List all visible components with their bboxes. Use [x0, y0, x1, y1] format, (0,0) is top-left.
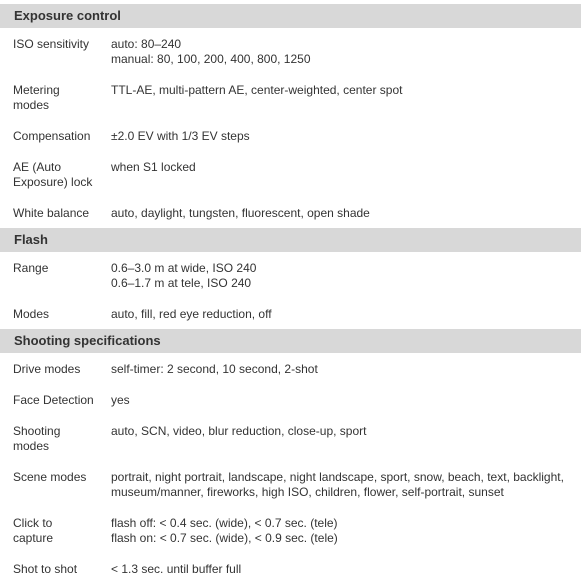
- value-line: < 1.3 sec. until buffer full: [111, 562, 242, 576]
- value-line: portrait, night portrait, landscape, night landscape, sport, snow, beach, text, backlight,: [111, 470, 564, 484]
- spec-label: [13, 83, 103, 113]
- spec-value: [111, 362, 576, 377]
- value-line: flash on: < 0.7 sec. (wide), < 0.9 sec. (tele): [111, 531, 338, 545]
- section-title: Exposure control: [14, 8, 121, 23]
- spec-value: [111, 206, 576, 221]
- value-line: self-timer: 2 second, 10 second, 2-shot: [111, 362, 318, 376]
- value-line: TTL-AE, multi-pattern AE, center-weighted, center spot: [111, 83, 403, 97]
- label-line: modes: [13, 98, 50, 112]
- value-line: 0.6–3.0 m at wide, ISO 240: [111, 261, 257, 275]
- value-line: yes: [111, 393, 130, 407]
- section-title: Flash: [14, 232, 48, 247]
- section-header-flash: [0, 228, 581, 252]
- spec-label: [13, 307, 103, 322]
- label-line: Scene modes: [13, 470, 87, 484]
- value-line: auto, daylight, tungsten, fluorescent, open shade: [111, 206, 370, 220]
- spec-label: [13, 393, 103, 408]
- label-line: Face Detection: [13, 393, 94, 407]
- section-header-exposure-control: [0, 4, 581, 28]
- label-line: Drive modes: [13, 362, 81, 376]
- label-line: ISO sensitivity: [13, 37, 90, 51]
- label-line: Modes: [13, 307, 50, 321]
- label-line: Range: [13, 261, 49, 275]
- value-line: auto: 80–240: [111, 37, 182, 51]
- spec-label: [13, 562, 103, 577]
- spec-value: [111, 393, 576, 408]
- spec-label: [13, 37, 103, 52]
- label-line: capture: [13, 531, 54, 545]
- section-header-shooting-specifications: [0, 329, 581, 353]
- label-line: AE (Auto: [13, 160, 62, 174]
- label-line: Exposure) lock: [13, 175, 93, 189]
- spec-label: [13, 206, 103, 221]
- value-line: auto, fill, red eye reduction, off: [111, 307, 272, 321]
- value-line: museum/manner, fireworks, high ISO, children, flower, self-portrait, sunset: [111, 485, 504, 499]
- value-line: 0.6–1.7 m at tele, ISO 240: [111, 276, 252, 290]
- label-line: White balance: [13, 206, 90, 220]
- spec-label: [13, 424, 103, 454]
- label-line: Shot to shot: [13, 562, 78, 576]
- spec-label: [13, 362, 103, 377]
- spec-value: [111, 160, 576, 175]
- value-line: manual: 80, 100, 200, 400, 800, 1250: [111, 52, 311, 66]
- spec-label: [13, 129, 103, 144]
- label-line: Metering: [13, 83, 60, 97]
- label-line: Shooting: [13, 424, 61, 438]
- section-title: Shooting specifications: [14, 333, 161, 348]
- spec-value: [111, 424, 576, 439]
- value-line: flash off: < 0.4 sec. (wide), < 0.7 sec. (tele): [111, 516, 338, 530]
- spec-value: [111, 37, 576, 67]
- spec-value: [111, 516, 576, 546]
- spec-value: [111, 307, 576, 322]
- spec-value: [111, 83, 576, 98]
- spec-value: [111, 129, 576, 144]
- value-line: auto, SCN, video, blur reduction, close-up, sport: [111, 424, 367, 438]
- spec-label: [13, 160, 103, 190]
- label-line: Click to: [13, 516, 53, 530]
- label-line: modes: [13, 439, 50, 453]
- value-line: when S1 locked: [111, 160, 196, 174]
- spec-label: [13, 516, 103, 546]
- spec-value: [111, 562, 576, 577]
- spec-value: [111, 470, 576, 500]
- value-line: ±2.0 EV with 1/3 EV steps: [111, 129, 250, 143]
- label-line: Compensation: [13, 129, 91, 143]
- spec-label: [13, 261, 103, 276]
- spec-value: [111, 261, 576, 291]
- spec-label: [13, 470, 103, 485]
